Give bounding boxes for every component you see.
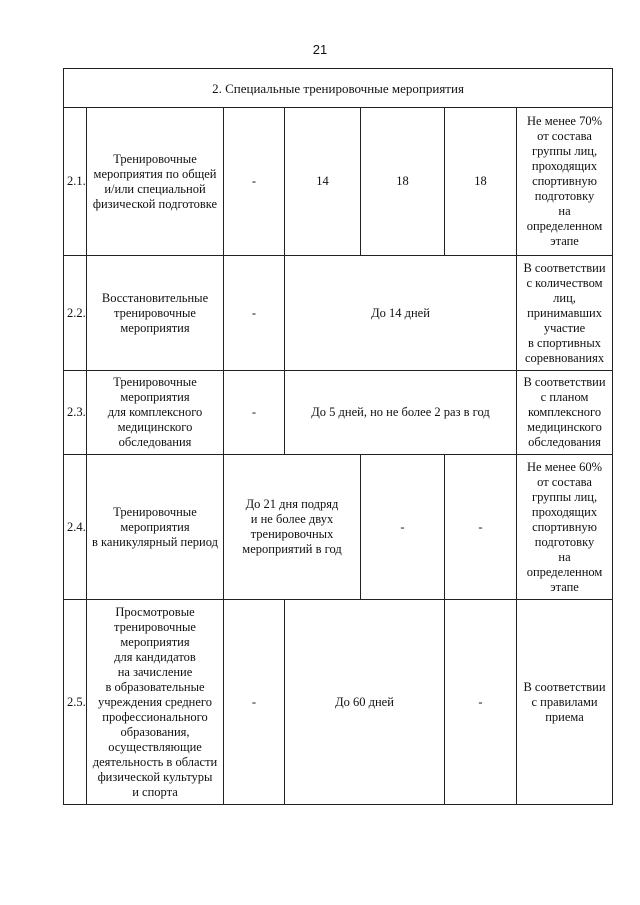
value-cell: - <box>361 455 445 600</box>
event-name: Тренировочные мероприятия для комплексного медицинского обследования <box>87 371 224 455</box>
row-number: 2.5. <box>64 600 87 805</box>
merged-value-cell: До 14 дней <box>285 256 517 371</box>
row-number: 2.2. <box>64 256 87 371</box>
note-cell: В соответствии с правилами приема <box>517 600 613 805</box>
value-cell: - <box>445 455 517 600</box>
value-cell: 18 <box>445 108 517 256</box>
value-cell: 14 <box>285 108 361 256</box>
row-number: 2.1. <box>64 108 87 256</box>
row-number: 2.4. <box>64 455 87 600</box>
event-name: Тренировочные мероприятия в каникулярный период <box>87 455 224 600</box>
section-header-row <box>64 69 613 108</box>
merged-value-cell: До 60 дней <box>285 600 445 805</box>
table-row <box>64 600 613 805</box>
value-cell: - <box>224 371 285 455</box>
page-number: 21 <box>312 42 328 57</box>
note-cell: В соответствии с количеством лиц, принимавших участие в спортивных соревнованиях <box>517 256 613 371</box>
section-title: 2. Специальные тренировочные мероприятия <box>64 69 613 108</box>
table-row <box>64 371 613 455</box>
value-cell: - <box>224 256 285 371</box>
training-events-table <box>63 68 613 805</box>
event-name: Тренировочные мероприятия по общей и/или специальной физической подготовке <box>87 108 224 256</box>
event-name: Восстановительные тренировочные мероприятия <box>87 256 224 371</box>
table-row <box>64 108 613 256</box>
value-cell: 18 <box>361 108 445 256</box>
merged-value-cell: До 5 дней, но не более 2 раз в год <box>285 371 517 455</box>
event-name: Просмотровые тренировочные мероприятия для кандидатов на зачисление в образовательные учреждения среднего профессионального образования, осуществляющие деятельность в области физической культуры и спорта <box>87 600 224 805</box>
note-cell: Не менее 70% от состава группы лиц, проходящих спортивную подготовку на определенном этапе <box>517 108 613 256</box>
note-cell: Не менее 60% от состава группы лиц, проходящих спортивную подготовку на определенном этапе <box>517 455 613 600</box>
note-cell: В соответствии с планом комплексного медицинского обследования <box>517 371 613 455</box>
value-cell: - <box>445 600 517 805</box>
value-cell: - <box>224 108 285 256</box>
table-row <box>64 256 613 371</box>
value-cell: - <box>224 600 285 805</box>
row-number: 2.3. <box>64 371 87 455</box>
merged-value-cell: До 21 дня подряд и не более двух тренировочных мероприятий в год <box>224 455 361 600</box>
table-row <box>64 455 613 600</box>
